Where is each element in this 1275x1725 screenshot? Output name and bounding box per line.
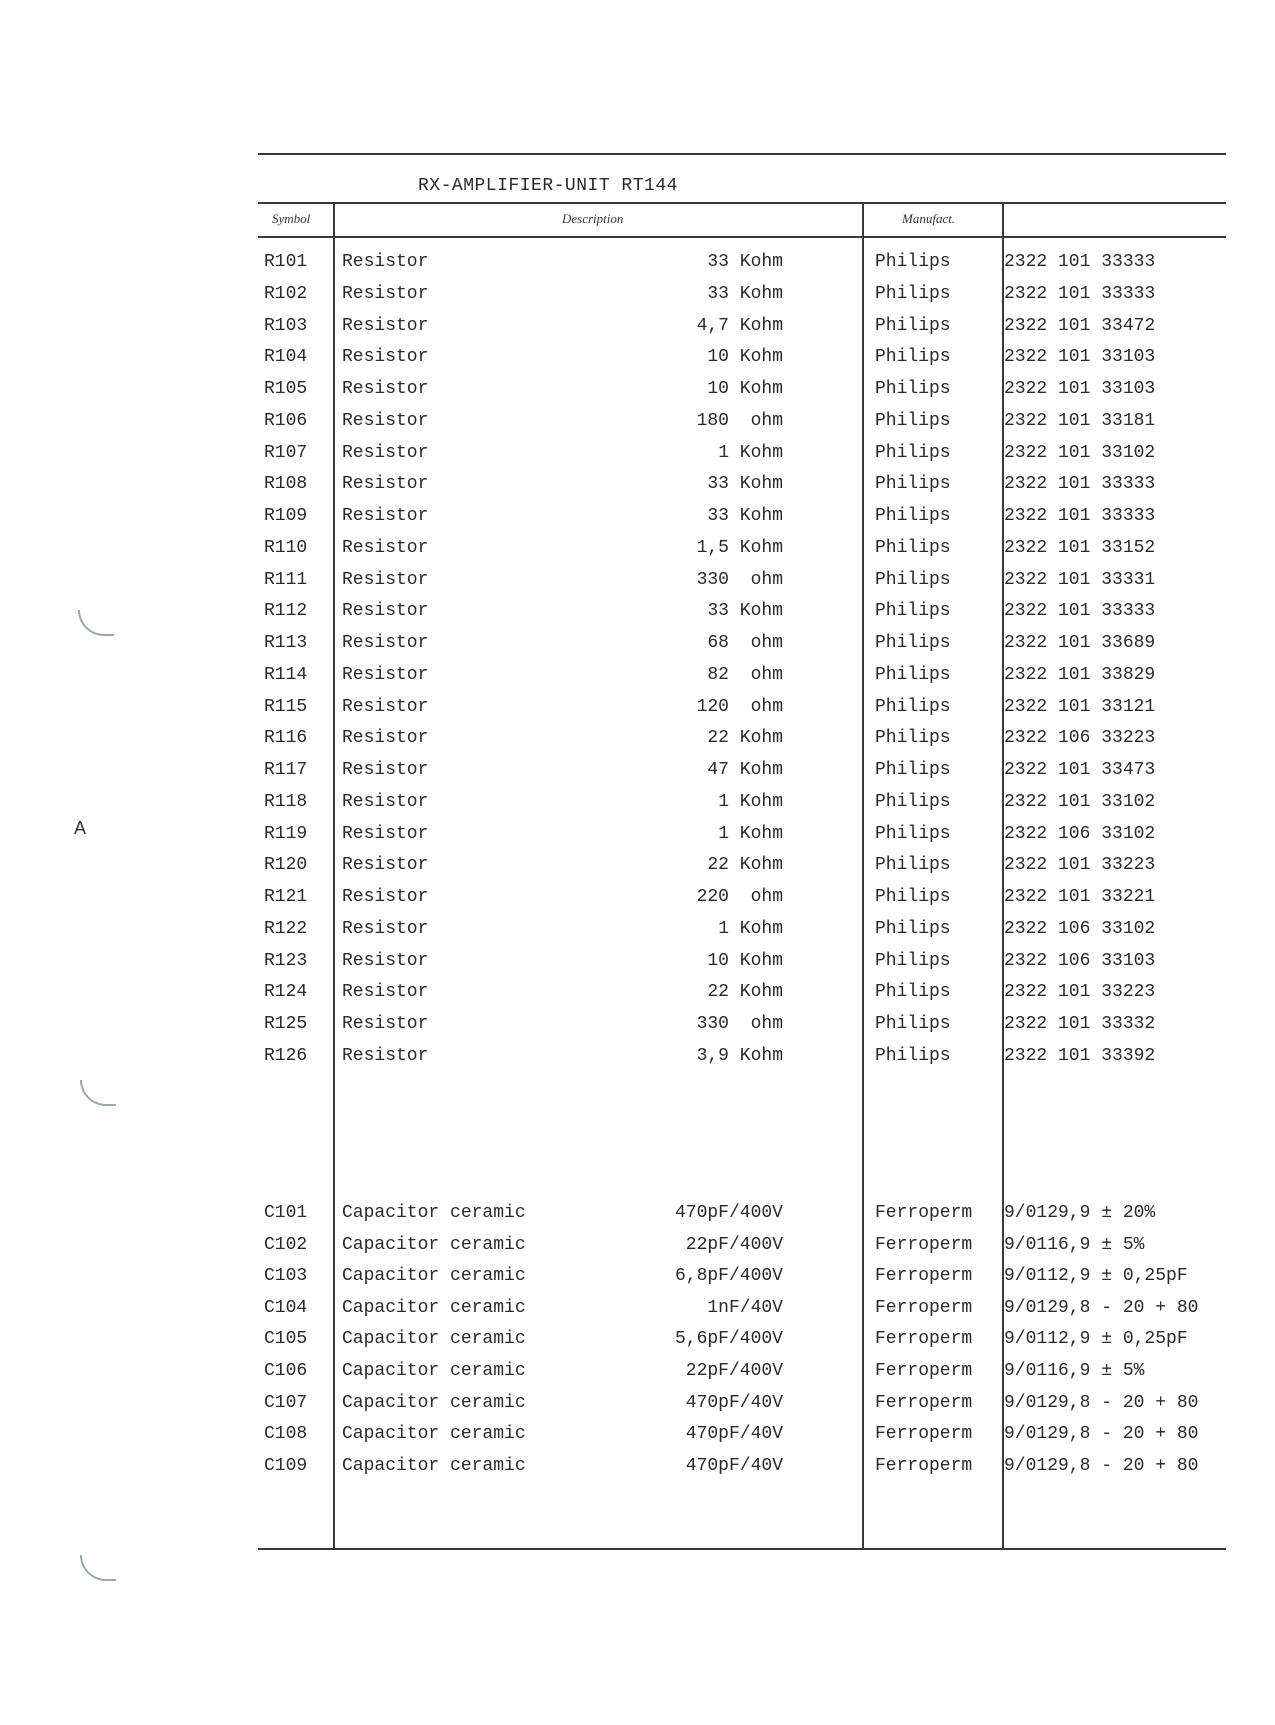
margin-letter: A <box>74 818 87 838</box>
cell-description: Resistor <box>342 823 429 844</box>
cell-description: Resistor <box>342 474 429 495</box>
cell-manufacturer: Philips <box>875 410 951 431</box>
cell-part-number: 2322 101 33223 <box>1004 982 1156 1003</box>
cell-manufacturer: Ferroperm <box>875 1266 973 1287</box>
cell-symbol: R124 <box>264 982 308 1003</box>
cell-symbol: C102 <box>264 1234 308 1255</box>
cell-value: 6,8pF/400V <box>674 1266 783 1287</box>
cell-description: Resistor <box>342 1014 429 1034</box>
cell-part-number: 9/0129,8 - 20 + 80 <box>1004 1392 1199 1413</box>
cell-value: 47 Kohm <box>707 760 783 780</box>
cell-part-number: 2322 101 33103 <box>1004 379 1156 399</box>
cell-value: 330 ohm <box>696 1014 783 1034</box>
cell-value: 1 Kohm <box>718 918 783 939</box>
cell-manufacturer: Philips <box>875 474 951 495</box>
cell-symbol: C109 <box>264 1455 308 1476</box>
cell-part-number: 2322 101 33181 <box>1004 410 1156 431</box>
cell-description: Capacitor ceramic <box>342 1329 526 1350</box>
cell-value: 470pF/40V <box>685 1455 783 1476</box>
cell-value: 3,9 Kohm <box>696 1045 783 1066</box>
column-divider-symbol <box>333 202 335 1549</box>
cell-part-number: 2322 106 33102 <box>1004 918 1156 939</box>
cell-description: Resistor <box>342 601 429 622</box>
cell-part-number: 2322 101 33102 <box>1004 791 1156 812</box>
cell-value: 10 Kohm <box>707 379 783 399</box>
cell-part-number: 2322 101 33223 <box>1004 855 1156 876</box>
cell-part-number: 9/0129,8 - 20 + 80 <box>1004 1297 1199 1318</box>
cell-symbol: C101 <box>264 1203 308 1223</box>
cell-manufacturer: Ferroperm <box>875 1455 973 1476</box>
punch-hole-mark <box>80 1080 116 1106</box>
cell-manufacturer: Philips <box>875 791 951 812</box>
cell-description: Resistor <box>342 728 429 749</box>
cell-part-number: 2322 101 33221 <box>1004 887 1156 907</box>
header-top-rule <box>258 202 1226 204</box>
cell-part-number: 9/0112,9 ± 0,25pF <box>1004 1329 1188 1350</box>
cell-value: 33 Kohm <box>707 283 783 304</box>
cell-value: 22pF/400V <box>685 1234 783 1255</box>
cell-symbol: R118 <box>264 791 308 812</box>
cell-description: Capacitor ceramic <box>342 1424 526 1445</box>
cell-symbol: C104 <box>264 1297 308 1318</box>
cell-part-number: 9/0116,9 ± 5% <box>1004 1234 1145 1255</box>
cell-description: Resistor <box>342 283 429 304</box>
cell-description: Capacitor ceramic <box>342 1392 526 1413</box>
cell-part-number: 2322 101 33333 <box>1004 601 1156 622</box>
cell-manufacturer: Philips <box>875 633 951 653</box>
cell-value: 5,6pF/400V <box>674 1329 783 1350</box>
cell-manufacturer: Philips <box>875 601 951 622</box>
cell-value: 220 ohm <box>696 887 783 907</box>
cell-description: Resistor <box>342 315 429 336</box>
cell-manufacturer: Philips <box>875 283 951 304</box>
cell-value: 120 ohm <box>696 696 783 717</box>
cell-part-number: 9/0129,8 - 20 + 80 <box>1004 1455 1199 1476</box>
cell-value: 33 Kohm <box>707 252 783 272</box>
cell-value: 10 Kohm <box>707 950 783 971</box>
cell-description: Capacitor ceramic <box>342 1455 526 1476</box>
cell-part-number: 9/0129,8 - 20 + 80 <box>1004 1424 1199 1445</box>
cell-manufacturer: Philips <box>875 569 951 590</box>
cell-part-number: 2322 101 33332 <box>1004 1014 1156 1034</box>
cell-symbol: R122 <box>264 918 308 939</box>
cell-symbol: R109 <box>264 506 308 526</box>
cell-symbol: R117 <box>264 760 308 780</box>
header-symbol: Symbol <box>272 211 311 226</box>
cell-part-number: 2322 101 33689 <box>1004 633 1156 653</box>
cell-part-number: 2322 101 33121 <box>1004 696 1156 717</box>
cell-description: Capacitor ceramic <box>342 1266 526 1287</box>
cell-symbol: C108 <box>264 1424 308 1445</box>
cell-description: Resistor <box>342 760 429 780</box>
cell-manufacturer: Philips <box>875 918 951 939</box>
cell-part-number: 2322 101 33829 <box>1004 664 1156 685</box>
cell-symbol: R105 <box>264 379 308 399</box>
cell-symbol: R121 <box>264 887 308 907</box>
cell-part-number: 2322 101 33152 <box>1004 537 1156 558</box>
cell-symbol: R120 <box>264 855 308 876</box>
cell-description: Resistor <box>342 887 429 907</box>
cell-symbol: R107 <box>264 442 308 463</box>
cell-manufacturer: Philips <box>875 506 951 526</box>
cell-value: 22 Kohm <box>707 982 783 1003</box>
cell-symbol: R125 <box>264 1014 308 1034</box>
cell-value: 1 Kohm <box>718 791 783 812</box>
cell-value: 1 Kohm <box>718 442 783 463</box>
cell-symbol: R102 <box>264 283 308 304</box>
cell-symbol: R108 <box>264 474 308 495</box>
cell-symbol: R103 <box>264 315 308 336</box>
cell-value: 1nF/40V <box>707 1297 783 1318</box>
cell-description: Resistor <box>342 347 429 368</box>
cell-description: Resistor <box>342 1045 429 1066</box>
cell-symbol: R111 <box>264 569 308 590</box>
cell-description: Resistor <box>342 633 429 653</box>
cell-value: 330 ohm <box>696 569 783 590</box>
cell-value: 22 Kohm <box>707 728 783 749</box>
cell-value: 470pF/400V <box>674 1203 783 1223</box>
page-title: RX-AMPLIFIER-UNIT RT144 <box>418 176 678 196</box>
cell-symbol: C107 <box>264 1392 308 1413</box>
cell-manufacturer: Philips <box>875 315 951 336</box>
cell-manufacturer: Philips <box>875 760 951 780</box>
cell-description: Resistor <box>342 791 429 812</box>
cell-manufacturer: Ferroperm <box>875 1203 973 1223</box>
header-bottom-rule <box>258 236 1226 238</box>
cell-description: Capacitor ceramic <box>342 1361 526 1381</box>
cell-description: Resistor <box>342 982 429 1003</box>
cell-part-number: 9/0116,9 ± 5% <box>1004 1361 1145 1381</box>
cell-description: Capacitor ceramic <box>342 1297 526 1318</box>
header-description: Description <box>562 211 624 226</box>
cell-symbol: R113 <box>264 633 308 653</box>
cell-part-number: 2322 101 33473 <box>1004 760 1156 780</box>
cell-manufacturer: Philips <box>875 855 951 876</box>
cell-manufacturer: Philips <box>875 442 951 463</box>
cell-description: Capacitor ceramic <box>342 1234 526 1255</box>
cell-manufacturer: Philips <box>875 696 951 717</box>
cell-manufacturer: Ferroperm <box>875 1234 973 1255</box>
cell-description: Resistor <box>342 569 429 590</box>
cell-description: Capacitor ceramic <box>342 1203 526 1223</box>
cell-manufacturer: Philips <box>875 950 951 971</box>
cell-symbol: R116 <box>264 728 308 749</box>
cell-symbol: R104 <box>264 347 308 368</box>
cell-manufacturer: Philips <box>875 728 951 749</box>
cell-symbol: R119 <box>264 823 308 844</box>
punch-hole-mark <box>78 610 114 636</box>
cell-value: 4,7 Kohm <box>696 315 783 336</box>
cell-value: 22pF/400V <box>685 1361 783 1381</box>
cell-part-number: 2322 101 33333 <box>1004 283 1156 304</box>
cell-description: Resistor <box>342 918 429 939</box>
cell-manufacturer: Ferroperm <box>875 1361 973 1381</box>
column-divider-description <box>862 202 864 1549</box>
cell-part-number: 9/0129,9 ± 20% <box>1004 1203 1156 1223</box>
top-rule <box>258 153 1226 155</box>
cell-manufacturer: Ferroperm <box>875 1392 973 1413</box>
cell-value: 1 Kohm <box>718 823 783 844</box>
cell-manufacturer: Ferroperm <box>875 1329 973 1350</box>
cell-symbol: R101 <box>264 252 308 272</box>
cell-manufacturer: Philips <box>875 664 951 685</box>
cell-value: 470pF/40V <box>685 1392 783 1413</box>
cell-part-number: 2322 101 33472 <box>1004 315 1156 336</box>
cell-manufacturer: Philips <box>875 347 951 368</box>
cell-description: Resistor <box>342 442 429 463</box>
cell-value: 33 Kohm <box>707 601 783 622</box>
cell-symbol: C106 <box>264 1361 308 1381</box>
cell-part-number: 9/0112,9 ± 0,25pF <box>1004 1266 1188 1287</box>
cell-part-number: 2322 101 33103 <box>1004 347 1156 368</box>
cell-part-number: 2322 101 33333 <box>1004 474 1156 495</box>
cell-value: 33 Kohm <box>707 474 783 495</box>
cell-manufacturer: Philips <box>875 887 951 907</box>
punch-hole-mark <box>80 1555 116 1581</box>
cell-description: Resistor <box>342 252 429 272</box>
cell-manufacturer: Philips <box>875 1045 951 1066</box>
cell-symbol: R112 <box>264 601 308 622</box>
cell-symbol: R123 <box>264 950 308 971</box>
cell-manufacturer: Ferroperm <box>875 1424 973 1445</box>
cell-part-number: 2322 101 33331 <box>1004 569 1156 590</box>
cell-description: Resistor <box>342 696 429 717</box>
bottom-rule <box>258 1548 1226 1550</box>
cell-manufacturer: Ferroperm <box>875 1297 973 1318</box>
cell-part-number: 2322 106 33102 <box>1004 823 1156 844</box>
cell-description: Resistor <box>342 537 429 558</box>
cell-part-number: 2322 101 33333 <box>1004 252 1156 272</box>
cell-value: 10 Kohm <box>707 347 783 368</box>
cell-part-number: 2322 101 33333 <box>1004 506 1156 526</box>
cell-symbol: C103 <box>264 1266 308 1287</box>
cell-description: Resistor <box>342 855 429 876</box>
header-manufact: Manufact. <box>902 211 956 226</box>
cell-value: 1,5 Kohm <box>696 537 783 558</box>
cell-symbol: R114 <box>264 664 308 685</box>
cell-part-number: 2322 106 33223 <box>1004 728 1156 749</box>
cell-manufacturer: Philips <box>875 379 951 399</box>
cell-description: Resistor <box>342 506 429 526</box>
cell-symbol: R106 <box>264 410 308 431</box>
cell-symbol: R110 <box>264 537 308 558</box>
cell-value: 180 ohm <box>696 410 783 431</box>
cell-symbol: R126 <box>264 1045 308 1066</box>
cell-manufacturer: Philips <box>875 537 951 558</box>
cell-description: Resistor <box>342 664 429 685</box>
cell-value: 22 Kohm <box>707 855 783 876</box>
cell-description: Resistor <box>342 410 429 431</box>
cell-value: 33 Kohm <box>707 506 783 526</box>
cell-manufacturer: Philips <box>875 252 951 272</box>
cell-manufacturer: Philips <box>875 823 951 844</box>
cell-manufacturer: Philips <box>875 982 951 1003</box>
cell-part-number: 2322 101 33102 <box>1004 442 1156 463</box>
cell-description: Resistor <box>342 379 429 399</box>
cell-symbol: R115 <box>264 696 308 717</box>
cell-description: Resistor <box>342 950 429 971</box>
cell-part-number: 2322 101 33392 <box>1004 1045 1156 1066</box>
cell-value: 82 ohm <box>707 664 783 685</box>
cell-manufacturer: Philips <box>875 1014 951 1034</box>
cell-symbol: C105 <box>264 1329 308 1350</box>
cell-value: 470pF/40V <box>685 1424 783 1445</box>
cell-part-number: 2322 106 33103 <box>1004 950 1156 971</box>
cell-value: 68 ohm <box>707 633 783 653</box>
